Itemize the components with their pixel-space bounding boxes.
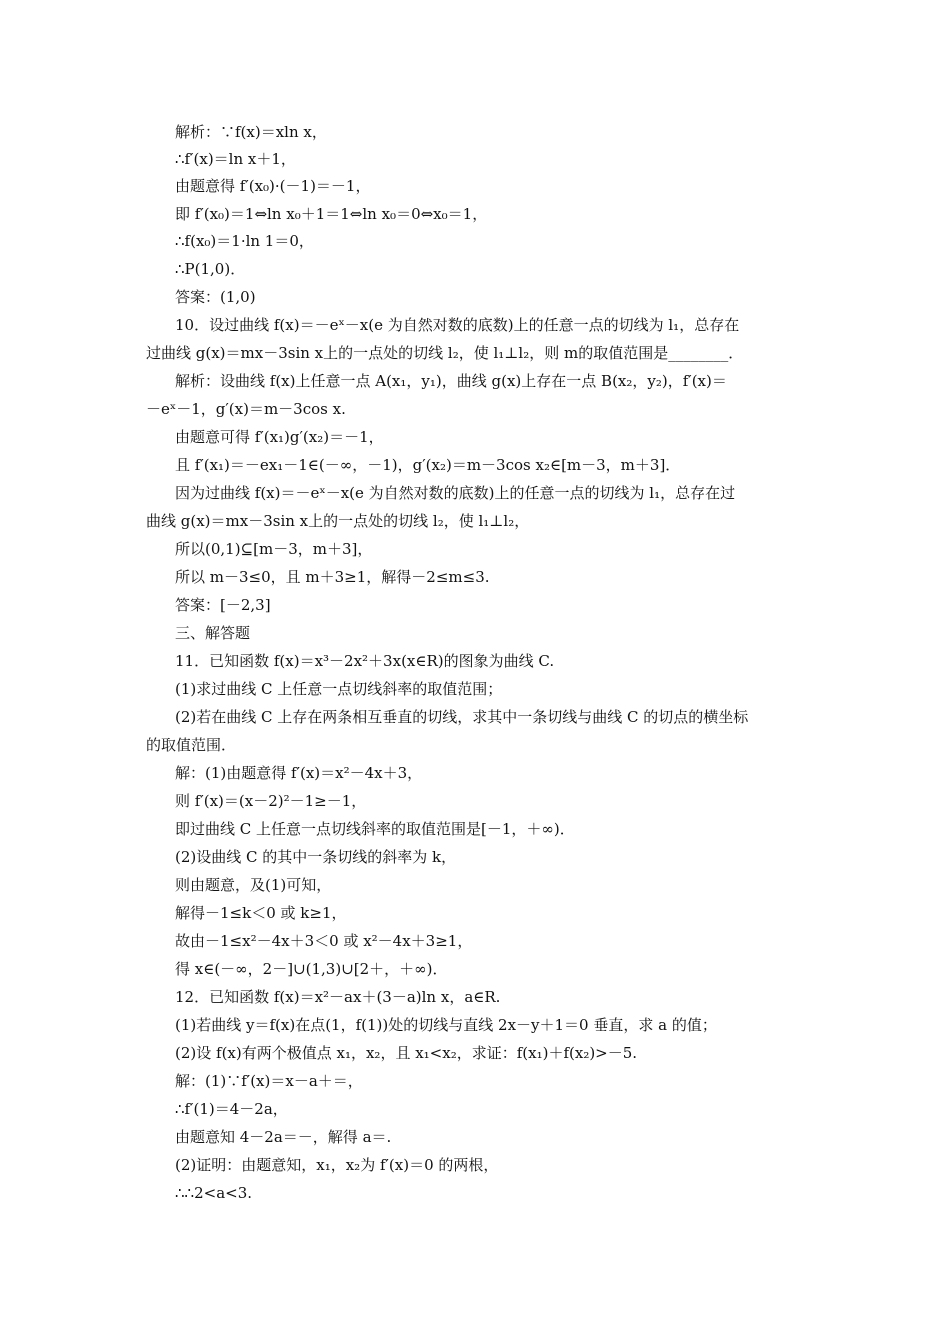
text-line: 答案：[－2,3] [175,596,271,614]
text-line: ∴∴2<a<3. [175,1184,253,1202]
text-line: ∴P(1,0)． [175,260,246,278]
text-line: 即 f′(x₀)＝1⇔ln x₀＋1＝1⇔ln x₀＝0⇔x₀＝1， [175,205,488,223]
text-line: 答案：(1,0) [175,288,256,306]
text-line: 解析：∵f(x)＝xln x， [175,123,327,141]
text-line: 则由题意，及(1)可知， [175,876,332,894]
text-line: 解：(1)∵f′(x)＝x－a＋＝， [175,1072,363,1090]
text-line: 11．已知函数 f(x)＝x³－2x²＋3x(x∈R)的图象为曲线 C. [175,652,555,670]
text-line: (1)求过曲线 C 上任意一点切线斜率的取值范围； [175,680,503,698]
text-line: (2)设曲线 C 的其中一条切线的斜率为 k， [175,848,457,866]
text-line: 且 f′(x₁)＝－ex₁－1∈(－∞，－1)，g′(x₂)＝m－3cos x₂∈[m－3，m＋3]． [175,456,681,474]
text-line: 所以 m－3≤0，且 m＋3≥1，解得－2≤m≤3. [175,568,490,586]
text-line: 解得－1≤k＜0 或 k≥1， [175,904,347,922]
text-line: 得 x∈(－∞，2－]∪(1,3)∪[2＋，＋∞)． [175,960,448,978]
text-line: 解析：设曲线 f(x)上任意一点 A(x₁，y₁)，曲线 g(x)上存在一点 B(x₂，y₂)，f′(x)＝ [175,372,727,390]
text-line: ∴f′(1)＝4－2a， [175,1100,288,1118]
text-line: ∴f(x₀)＝1·ln 1＝0， [175,232,314,250]
text-line: (1)若曲线 y＝f(x)在点(1，f(1))处的切线与直线 2x－y＋1＝0 垂直，求 a 的值； [175,1016,717,1034]
text-line: 12．已知函数 f(x)＝x²－ax＋(3－a)ln x，a∈R. [175,988,501,1006]
text-line: 由题意得 f′(x₀)·(－1)＝－1， [175,177,371,195]
text-line: 由题意知 4－2a＝－，解得 a＝. [175,1128,392,1146]
text-line: 10．设过曲线 f(x)＝－eˣ－x(e 为自然对数的底数)上的任意一点的切线为 l₁，总存在 [175,316,740,334]
text-line: 因为过曲线 f(x)＝－eˣ－x(e 为自然对数的底数)上的任意一点的切线为 l₁，总存在过 [175,484,736,502]
text-line: 故由－1≤x²－4x＋3＜0 或 x²－4x＋3≥1， [175,932,473,950]
text-line: 的取值范围． [146,736,237,754]
text-line: (2)证明：由题意知，x₁，x₂为 f′(x)＝0 的两根， [175,1156,499,1174]
text-line: 即过曲线 C 上任意一点切线斜率的取值范围是[－1，＋∞)． [175,820,575,838]
section-heading: 三、解答题 [175,624,251,642]
text-line: (2)设 f(x)有两个极值点 x₁，x₂，且 x₁<x₂，求证：f(x₁)＋f(x₂)>－5. [175,1044,638,1062]
text-line: 所以(0,1)⊆[m－3，m＋3]， [175,540,373,558]
text-line: 由题意可得 f′(x₁)g′(x₂)＝－1， [175,428,384,446]
text-line: 曲线 g(x)＝mx－3sin x上的一点处的切线 l₂，使 l₁⊥l₂， [146,512,530,530]
text-line: －eˣ－1，g′(x)＝m－3cos x. [146,400,346,418]
text-line: 过曲线 g(x)＝mx－3sin x上的一点处的切线 l₂，使 l₁⊥l₂，则 m的取值范围是________． [146,344,744,362]
text-line: ∴f′(x)＝ln x＋1， [175,150,296,168]
text-line: (2)若在曲线 C 上存在两条相互垂直的切线，求其中一条切线与曲线 C 的切点的横坐标 [175,708,749,726]
text-line: 则 f′(x)＝(x－2)²－1≥－1， [175,792,367,810]
text-line: 解：(1)由题意得 f′(x)＝x²－4x＋3， [175,764,423,782]
